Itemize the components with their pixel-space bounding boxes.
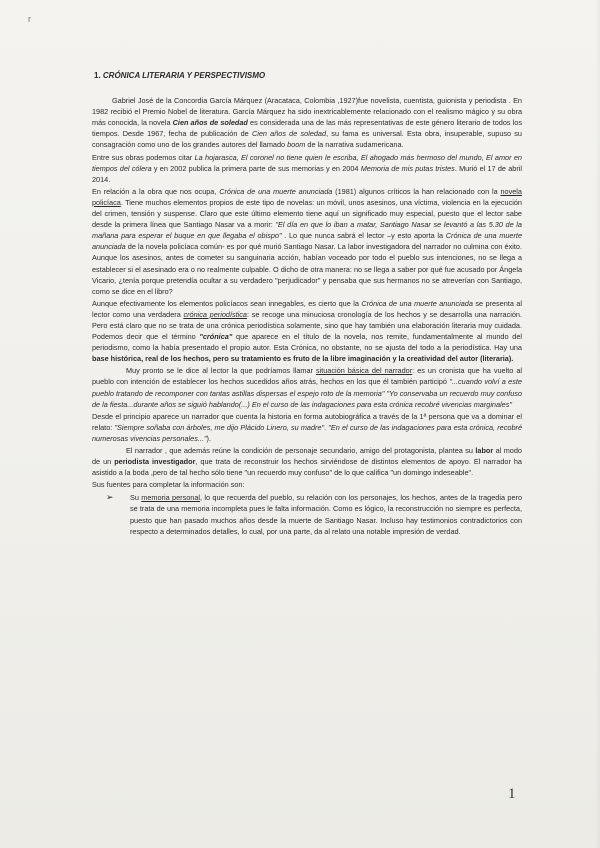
text-run: Gabriel José de la Concordia García Márquez (Aracataca, Colombia ,1927)fue novelista, cuentista, guionista y periodista . En 1982 recibió el Premio Nobel de literatura. García Márquez ha sido inextricablemente relacionado con el realismo mágico y su obra más conocida, la novela <box>92 96 522 128</box>
text-run: , que además reúne la condición de personaje secundario, amigo del protagonista, plantea su <box>162 446 476 455</box>
emphasis-base-historica: base histórica, real de los hechos, pero su tratamiento es fruto de la libre imaginación y la creatividad del autor (literaria). <box>92 354 514 364</box>
paragraph-autobiografica <box>92 411 522 444</box>
term-labor: labor <box>475 446 494 455</box>
title-cronica: Crónica de una muerte anunciada <box>92 231 523 252</box>
paragraph-fuentes <box>92 479 522 490</box>
quote-placida-linero: "Siempre soñaba con árboles, me dijo Plácido Linero, su madre" <box>114 422 325 432</box>
term-periodista-investigador: periodista investigador <box>114 457 196 467</box>
paragraph-narrador <box>92 445 522 478</box>
term-memoria-personal: memoria personal <box>141 493 201 503</box>
paragraph-cronica-periodistica <box>92 298 522 365</box>
text-run: de la narrativa sudamericana. <box>305 140 404 150</box>
text-run: . Murió el 17 de abril 2014. <box>92 163 522 184</box>
term-el-narrador: El narrador <box>126 446 163 455</box>
text-run: al modo de un <box>92 446 522 467</box>
scan-edge-shadow <box>595 0 600 848</box>
document-body <box>92 70 522 537</box>
paragraph-biography <box>92 95 522 150</box>
text-run: es considerada una de las más representativas de este género literario de todos los tiempos. Desde 1967, fecha de publicación de <box>92 118 523 139</box>
page-number: 1 <box>508 786 516 802</box>
arrow-bullet-icon: ➢ <box>106 492 114 503</box>
text-run: ). <box>206 433 211 443</box>
text-run: que aparece en el título de la novela, nos remite, fundamentalmente al mundo del periodismo, como la había presentado el propio autor. Esta Crónica, no obstante, no se ajusta del todo a la periodística. Hay una <box>92 332 523 353</box>
paragraph-novela-policiaca <box>92 186 522 297</box>
term-situacion-basica: situación básica del narrador <box>315 366 413 376</box>
text-run: , su fama es universal. Esta obra, insuperable, supuso su consagración como uno de los grandes autores del llamado <box>92 129 522 150</box>
text-run: Desde el principio aparece un narrador que cuenta la historia en forma autobiográfica a través de la 1ª persona que va a dominar el relato: <box>92 411 522 432</box>
text-run: . Tiene muchos elementos propios de este tipo de novelas: un móvil, unos asesinos, una víctima, violencia en la ejecución del crimen, tensión y suspense. Claro que este último elemento tiene aquí un significado muy especial, puesto que el lector sabe desde la primera línea que Santiago Nasar va a morir: <box>92 197 522 230</box>
title-cien-anos: Cien años de soledad <box>251 129 327 139</box>
works-list: La hojarasca, El coronel no tiene quien le escriba, El ahogado más hermoso del mundo, El amor en tiempos del cólera <box>92 152 522 173</box>
text-run: , que trata de reconstruir los hechos sirviéndose de distintos elementos de apoyo. El narrador ha asistido a la boda ,pero de tal hecho sólo tiene "un recuerdo muy confuso" de lo que califica "un domingo indeseable". <box>92 457 522 478</box>
section-heading <box>92 70 522 81</box>
title-memoria: Memoria de mis putas tristes <box>360 163 455 173</box>
quote-indagaciones: "En el curso de las indagaciones para esta crónica, recobré numerosas vivencias personales..." <box>92 422 522 443</box>
paragraph-works <box>92 152 522 185</box>
quote-opening-line: "El día en que lo iban a matar, Santiago Nasar se levantó a las 5.30 de la mañana para esperar el buque en que llegaba el obispo" <box>92 220 522 241</box>
title-cronica: Crónica de una muerte anunciada <box>361 298 473 308</box>
text-run: Aunque efectivamente los elementos policíacos sean innegables, es cierto que la <box>92 298 362 308</box>
text-run: Entre sus obras podemos citar <box>92 152 195 162</box>
text-run: : se recoge una minuciosa cronología de los hechos y se desarrolla una narración. Pero está claro que no se trata de una crónica periodística solamente, sino que hay también una elaboración literaria muy cuidada. Podemos decir que el término <box>92 309 522 342</box>
text-run: Sus fuentes para completar la información son: <box>92 480 245 490</box>
quote-memoria: "...cuando volví a este pueblo tratando de recomponer con tantas astillas dispersas el espejo roto de la memoria" "Yo conservaba un recuerdo muy confuso de la fiesta...durante años se siguió hablando(...) En el curso de las indagaciones para esta crónica recobré vivencias marginales" <box>92 377 522 409</box>
text-run: En relación a la obra que nos ocupa, <box>92 186 220 196</box>
list-item-memoria-personal <box>92 492 522 536</box>
text-run: Su <box>130 493 142 503</box>
text-run: se presenta al lector como una verdadera <box>92 298 522 319</box>
text-run: Muy pronto se le dice al lector la que podríamos llamar <box>126 366 316 376</box>
term-novela-policiaca: novela policíaca <box>92 186 522 207</box>
heading-title: CRÓNICA LITERARIA Y PERSPECTIVISMO <box>102 71 266 80</box>
heading-number: 1. <box>94 71 101 80</box>
text-run: . Lo que nunca sabrá el lector –y esto aporta la <box>281 231 446 241</box>
text-run: de la novela policíaca común- es por qué murió Santiago Nasar. La labor investigadora del narrador no culmina con éxito. Aunque los asesinos, antes de cometer su sanguinaria acción, habían voceado por todo el pueblo sus intenciones, no se llega a establecer si el asesinado era o no realmente culpable. O dicho de otra manera: no se llega a saber por qué fue acusado por Ángela Vicario, ¿tenía porque pretendía ocultar a su verdadero "perjudicador" y pensaba que sus hermanos no se atreverían con Santiago, como se dice en el libro? <box>92 242 522 296</box>
paragraph-situacion-narrador <box>92 365 522 409</box>
term-cronica-periodistica: crónica periodística <box>183 309 247 319</box>
text-run: (1981) algunos críticos la han relacionado con la <box>332 186 501 196</box>
term-boom: boom <box>287 140 306 150</box>
term-cronica: "crónica" <box>199 332 233 342</box>
text-run: y en 2002 publica la primera parte de sus memorias y en 2004 <box>151 163 361 173</box>
text-run: , lo que recuerda del pueblo, su relación con los personajes, los hechos, antes de la tragedia pero se trata de una memoria incompleta pues le falta información. Como es lógico, la reconstrucción no siempre es perfecta, puesto que han pasado muchos años desde la muerte de Santiago Nasar. Incluso hay testimonios contradictorios con respecto a determinados detalles, lo cual, por una parte, da al relato una notable impresión de verdad. <box>130 493 522 536</box>
title-cronica: Crónica de una muerte anunciada <box>219 186 333 196</box>
title-cien-anos: Cien años de soledad <box>172 118 248 128</box>
text-run: : es un cronista que ha vuelto al pueblo con intención de establecer los hechos sucedidos años atrás, hechos en los que él también participó <box>92 366 523 387</box>
scan-mark: r <box>28 14 31 24</box>
text-run: . <box>324 422 329 432</box>
